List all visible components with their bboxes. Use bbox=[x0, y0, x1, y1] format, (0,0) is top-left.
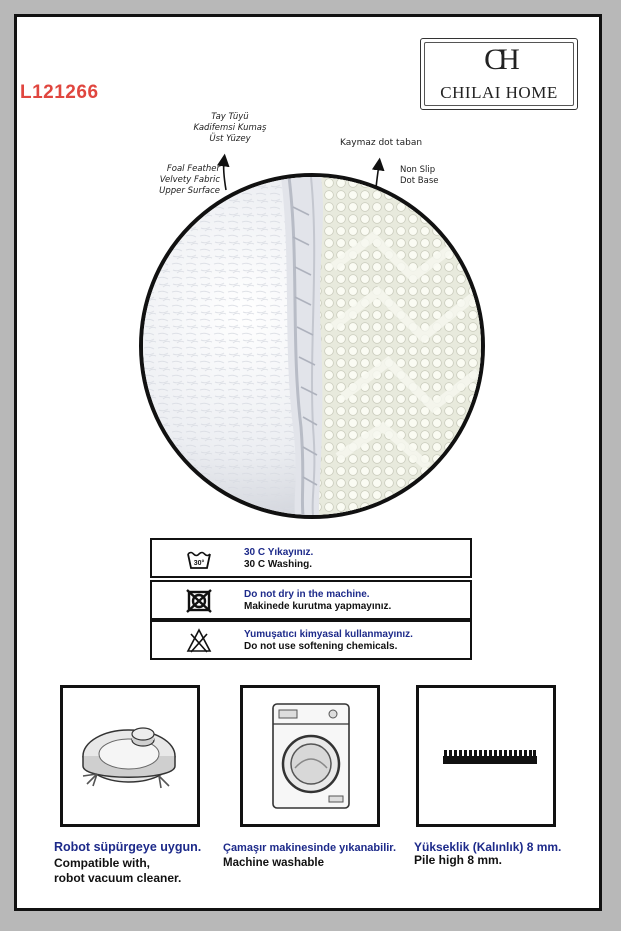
product-code: L121266 bbox=[20, 82, 99, 103]
base-label-en: Non Slip Dot Base bbox=[400, 165, 439, 186]
feature-washing-machine bbox=[240, 685, 380, 827]
care-row-no-dryer bbox=[150, 580, 472, 620]
care-text-no-softener: Yumuşatıcı kimyasal kullanmayınız. Do not use softening chemicals. bbox=[244, 629, 413, 652]
texture-closeup bbox=[139, 173, 485, 519]
pile-height-icon bbox=[419, 688, 553, 824]
arrow-dot-base bbox=[376, 164, 379, 188]
washing-machine-icon bbox=[243, 688, 377, 824]
care-text-no-dryer: Do not dry in the machine. Makinede kurutma yapmayınız. bbox=[244, 589, 392, 612]
care-row-no-softener bbox=[150, 620, 472, 660]
texture-illustration bbox=[143, 177, 481, 515]
top-surface-label-tr: Tay Tüyü Kadifemsi Kumaş Üst Yüzey bbox=[193, 112, 267, 144]
feature-robot-title: Robot süpürgeye uygun. bbox=[54, 840, 202, 854]
feature-pile-title: Yükseklik (Kalınlık) 8 mm. bbox=[414, 840, 562, 854]
no-bleach-icon bbox=[186, 628, 212, 654]
logo-monogram: CH bbox=[484, 43, 514, 76]
top-surface-label-en: Foal Feather Velvety Fabric Upper Surface bbox=[159, 164, 220, 196]
no-tumble-dry-icon bbox=[186, 588, 212, 614]
brand-name: CHILAI HOME bbox=[440, 83, 558, 102]
feature-robot-vacuum bbox=[60, 685, 200, 827]
care-row-washing bbox=[150, 538, 472, 578]
pile-teeth bbox=[444, 750, 536, 757]
base-label-tr: Kaymaz dot taban bbox=[340, 138, 423, 148]
feature-washing-subtitle: Machine washable bbox=[223, 857, 324, 869]
feature-pile-height bbox=[416, 685, 556, 827]
care-text-washing: 30 C Yıkayınız. 30 C Washing. bbox=[244, 547, 314, 570]
svg-text:30°: 30° bbox=[193, 560, 205, 567]
feature-robot-subtitle: Compatible with, robot vacuum cleaner. bbox=[54, 856, 182, 885]
robot-vacuum-icon bbox=[63, 688, 197, 824]
feature-washing-title: Çamaşır makinesinde yıkanabilir. bbox=[223, 842, 397, 854]
wash-30-icon bbox=[186, 546, 212, 572]
arrow-top-surface bbox=[224, 160, 226, 190]
feature-pile-subtitle: Pile high 8 mm. bbox=[414, 853, 503, 867]
